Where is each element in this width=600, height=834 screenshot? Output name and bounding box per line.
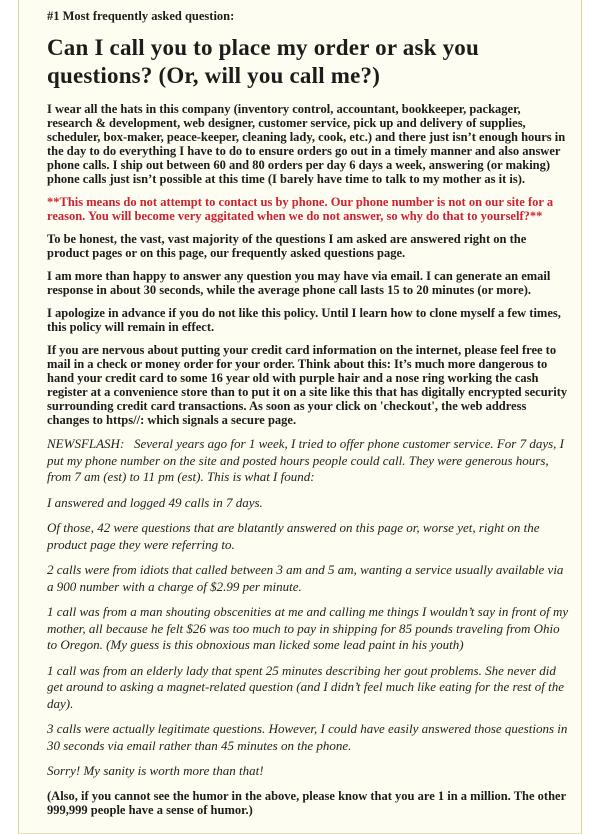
paragraph-to-be-honest: To be honest, the vast, vast majority of the questions I am asked are answered right on the product pages or on this page, our frequently asked questions page.: [47, 232, 527, 260]
paragraph-wear-all-hats: I wear all the hats in this company (inventory control, accountant, bookkeeper, packager, research & development, web designer, customer service, pick up and delivery of supplies, scheduler, box-maker, peace-keeper, cleaning lady, cook, etc.) and there just isn’t enough hours in the day to do everything I have to do to ensure orders go out in a timely manner and also answer phone calls. I ship out between 60 and 80 orders per day 6 days a week, answering (or making) phone calls just isn’t possible at this time (I barely have time to talk to my mother as it is).: [47, 102, 566, 186]
newsflash-idiot-calls: 2 calls were from idiots that called between 3 am and 5 am, wanting a service usually available via a 900 number with a charge of $2.99 per minute.: [47, 562, 564, 594]
paragraph-email-response: I am more than happy to answer any question you may have via email. I can generate an email response in about 30 seconds, while the average phone call lasts 15 to 20 minutes (or more).: [47, 269, 551, 297]
newsflash-legitimate-calls: 3 calls were actually legitimate questions. However, I could have easily answered those questions in 30 seconds via email rather than 45 minutes on the phone.: [47, 721, 568, 753]
paragraph-phone-warning: **This means do not attempt to contact us by phone. Our phone number is not on our site for a reason. You will become very aggitated when we do not answer, so why do that to yourself?**: [47, 195, 554, 223]
faq-intro-label: #1 Most frequently asked question:: [47, 9, 235, 23]
paragraph-apologize-policy: I apologize in advance if you do not like this policy. Until I learn how to clone myself a few times, this policy will remain in effect.: [47, 306, 561, 334]
paragraph-credit-card-security: If you are nervous about putting your credit card information on the internet, please feel free to mail in a check or money order for your order. Think about this: It’s much more dangerous to hand your credit card to some 16 year old with purple hair and a nose ring working the cash register at a convenience store than to put it on a site like this that has digitally encrypted security surrounding credit card transactions. As soon as your click on 'checkout', the web address changes to https//: which signals a secure page.: [47, 343, 568, 427]
paragraph-humor-closing: (Also, if you cannot see the humor in the above, please know that you are 1 in a million. The other 999,999 people have a sense of humor.): [47, 788, 566, 817]
faq-content-box: [18, 0, 582, 834]
newsflash-intro: NEWSFLASH: Several years ago for 1 week, I tried to offer phone customer service. For 7 days, I put my phone number on the site and posted hours people could call. They were generous hours, from 7 am (est) to 11 pm (est). This is what I found:: [47, 436, 565, 484]
newsflash-blatant-questions: Of those, 42 were questions that are blatantly answered on this page or, worse yet, right on the product page they were referring to.: [47, 520, 540, 552]
newsflash-obscenities-call: 1 call was from a man shouting obscenities at me and calling me things I wouldn’t say in front of my mother, all because he felt $26 was too much to pay in shipping for 85 pounds traveling from Ohio to Oregon. (My guess is this obnoxious man licked some lead paint in his youth): [47, 604, 569, 652]
newsflash-calls-logged: I answered and logged 49 calls in 7 days.: [47, 494, 263, 510]
newsflash-elderly-lady-call: 1 call was from an elderly lady that spent 25 minutes describing her gout problems. She never did get around to asking a magnet-related question (and I didn’t feel much like eating for the rest of the day).: [47, 662, 565, 711]
faq-question-title: Can I call you to place my order or ask you questions? (Or, will you call me?): [47, 35, 479, 88]
newsflash-sorry-line: Sorry! My sanity is worth more than that!: [47, 763, 264, 778]
